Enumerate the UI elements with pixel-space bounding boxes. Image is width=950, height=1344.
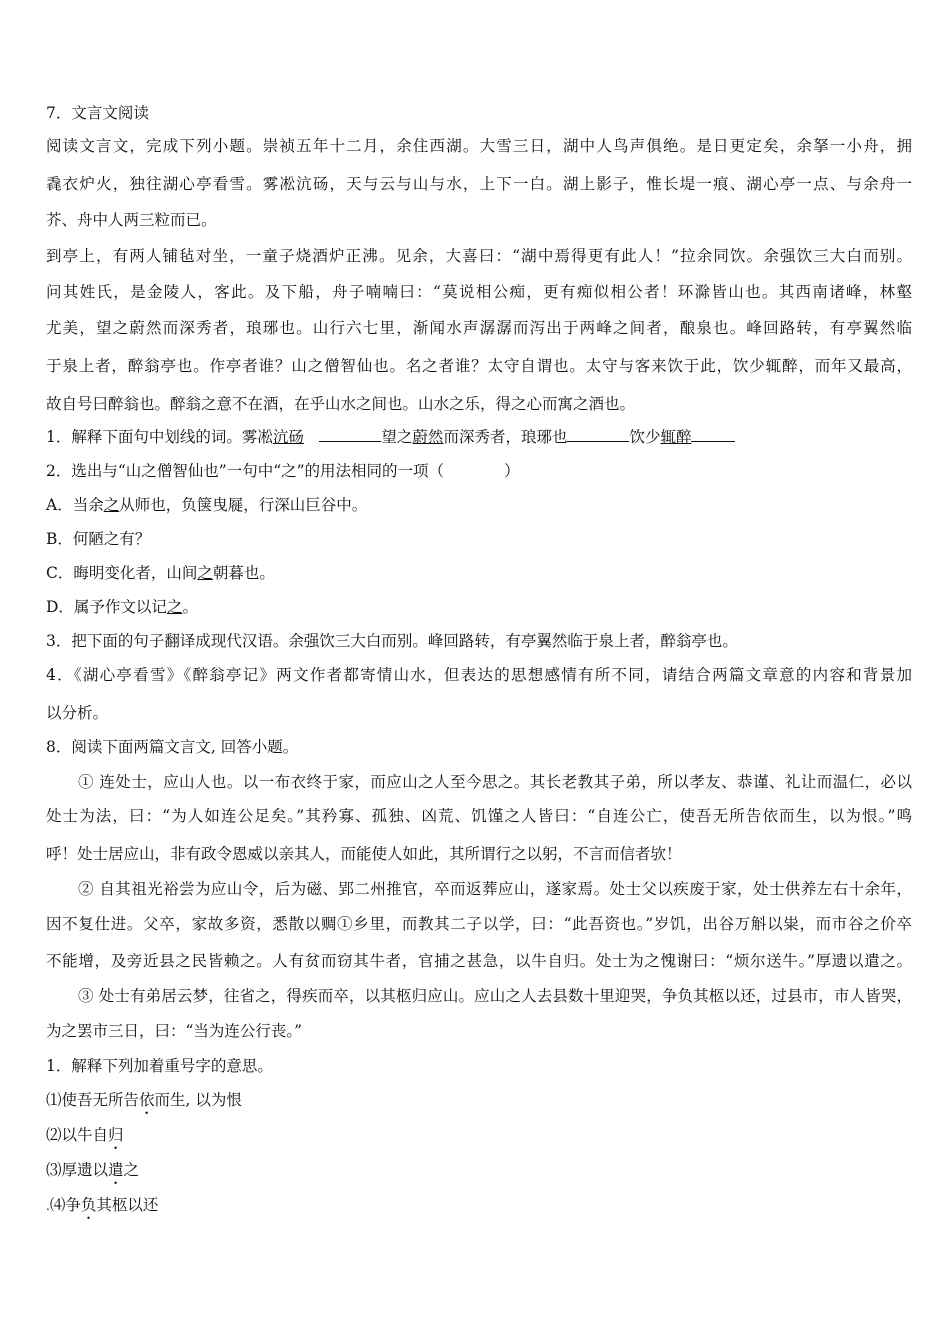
item-text: 之 (123, 1161, 140, 1179)
q8-sub1: 1．解释下列加着重号字的意思。 (46, 1057, 273, 1075)
option-key-char: 之 (197, 564, 213, 582)
answer-blank[interactable] (319, 427, 381, 442)
q8-p1-line: 处士为法，曰：“为人如连公足矣。”其矜寡、孤独、凶荒、饥馑之人皆曰：“自连公亡，使吾无所告依而生，以为恨。”鸣 (46, 807, 912, 825)
q8-item-3 (46, 1160, 139, 1188)
q7-heading: 7．文言文阅读 (46, 104, 149, 122)
q8-item-2 (46, 1125, 124, 1153)
q7-passage-line: 毳衣炉火，独往湖心亭看雪。雾凇沆砀，天与云与山与水，上下一白。湖上影子，惟长堤一痕、湖心亭一点、与余舟一 (46, 175, 912, 193)
item-text: 而生, 以为恨 (154, 1091, 242, 1109)
q8-p2-line: 因不复仕进。父卒，家故多资，悉散以赒①乡里，而教其二子以学，曰：“此吾资也。”岁饥，出谷万斛以粜，而市谷之价卒 (46, 915, 912, 933)
q8-p2-line: 不能增，及旁近县之民皆赖之。人有贫而窃其牛者，官捕之甚急，以牛自归。处士为之愧谢曰：“烦尔送牛。”厚遗以遣之。 (46, 952, 912, 970)
q7-option-c[interactable] (46, 563, 275, 583)
q7-sub1-word1: 沆砀 (272, 428, 304, 446)
q7-sub4-line: 以分析。 (46, 704, 109, 722)
option-text: D．属予作文以记 (46, 598, 167, 616)
q8-p1-line: ① 连处士，应山人也。以一布衣终于家，而应山之人至今思之。其长老教其子弟，所以孝友、恭谨、礼让而温仁，必以 (78, 773, 912, 791)
q7-option-b[interactable]: B．何陋之有？ (46, 530, 151, 548)
item-text: ⑵以牛自 (46, 1126, 109, 1144)
q7-sub1-prefix: 1．解释下面句中划线的词。雾凇 (46, 428, 273, 446)
q7-passage-line: 阅读文言文，完成下列小题。崇祯五年十二月，余住西湖。大雪三日，湖中人鸟声俱绝。是日更定矣，余拏一小舟，拥 (46, 137, 912, 155)
emphasis-char: 遣 (108, 1161, 124, 1179)
option-text: 。 (182, 598, 198, 616)
emphasis-char: 归 (108, 1126, 124, 1144)
q7-passage-line: 芥、舟中人两三粒而已。 (46, 211, 217, 229)
q8-item-1 (46, 1090, 242, 1118)
option-text: 从师也，负箧曳屣，行深山巨谷中。 (119, 496, 368, 514)
q7-sub1-word3: 辄醉 (660, 428, 692, 446)
q7-passage-line: 到亭上，有两人铺毡对坐，一童子烧酒炉正沸。见余，大喜曰：“湖中焉得更有此人！”拉余同饮。余强饮三大白而别。 (46, 247, 912, 265)
q7-sub1-mid1: 望之 (381, 428, 413, 446)
emphasis-char: 依 (139, 1091, 155, 1109)
q7-sub4-line: 4．《湖心亭看雪》《醉翁亭记》两文作者都寄情山水，但表达的思想感情有所不同，请结合两篇文章意的内容和背景加 (46, 666, 912, 684)
q7-sub2-stem (46, 461, 520, 481)
stray-mark: . (46, 1199, 50, 1213)
item-text: ⑴使吾无所告 (46, 1091, 140, 1109)
q7-sub2-stem-text: 2．选出与“山之僧智仙也”一句中“之”的用法相同的一项（ (46, 462, 445, 480)
q8-heading: 8．阅读下面两篇文言文, 回答小题。 (46, 738, 299, 756)
q7-option-a[interactable] (46, 495, 367, 515)
q7-passage-line: 尤美，望之蔚然而深秀者，琅琊也。山行六七里，渐闻水声潺潺而泻出于两峰之间者，酿泉也。峰回路转，有亭翼然临 (46, 319, 912, 337)
item-text: 其柩以还 (96, 1196, 159, 1214)
answer-blank[interactable] (567, 427, 629, 442)
q7-passage-line: 问其姓氏，是金陵人，客此。及下船，舟子喃喃曰：“莫说相公痴，更有痴似相公者！环滁皆山也。其西南诸峰，林壑 (46, 283, 912, 301)
item-text: ⑷争 (49, 1196, 81, 1214)
q8-p3-line: ③ 处士有弟居云梦，往省之，得疾而卒，以其柩归应山。应山之人去县数十里迎哭，争负其柩以还，过县市，市人皆哭， (78, 987, 912, 1005)
option-key-char: 之 (103, 496, 120, 514)
answer-blank[interactable] (691, 427, 735, 442)
q7-passage-line: 故自号曰醉翁也。醉翁之意不在酒，在乎山水之间也。山水之乐，得之心而寓之酒也。 (46, 395, 636, 413)
emphasis-char: 负 (80, 1196, 97, 1214)
q7-sub1-mid3: 饮少 (629, 428, 661, 446)
q7-sub1-mid2: 而深秀者，琅琊也 (443, 428, 568, 446)
q8-p3-line: 为之罢市三日，曰：“当为连公行丧。” (46, 1022, 303, 1040)
option-key-char: 之 (166, 598, 183, 616)
option-text: C．晦明变化者，山间 (46, 564, 198, 582)
q7-sub1 (46, 427, 735, 447)
q7-sub1-word2: 蔚然 (412, 428, 444, 446)
q7-sub3: 3．把下面的句子翻译成现代汉语。余强饮三大白而别。峰回路转，有亭翼然临于泉上者，醉翁亭也。 (46, 632, 738, 650)
q7-passage-line: 于泉上者，醉翁亭也。作亭者谁？山之僧智仙也。名之者谁？太守自谓也。太守与客来饮于此，饮少辄醉，而年又最高， (46, 357, 912, 375)
q7-option-d[interactable] (46, 597, 198, 617)
q8-item-4 (46, 1195, 158, 1223)
q8-p2-line: ② 自其祖光裕尝为应山令，后为磁、郢二州推官，卒而返葬应山，遂家焉。处士父以疾废于家，处士供养左右十余年， (78, 880, 912, 898)
item-text: ⑶厚遗以 (46, 1161, 109, 1179)
q7-sub2-close: ） (504, 462, 520, 480)
option-text: 朝暮也。 (212, 564, 275, 582)
option-text: A．当余 (46, 496, 104, 514)
q8-p1-line: 呼！处士居应山，非有政令恩威以亲其人，而能使人如此，其所谓行之以躬，不言而信者欤！ (46, 845, 682, 863)
